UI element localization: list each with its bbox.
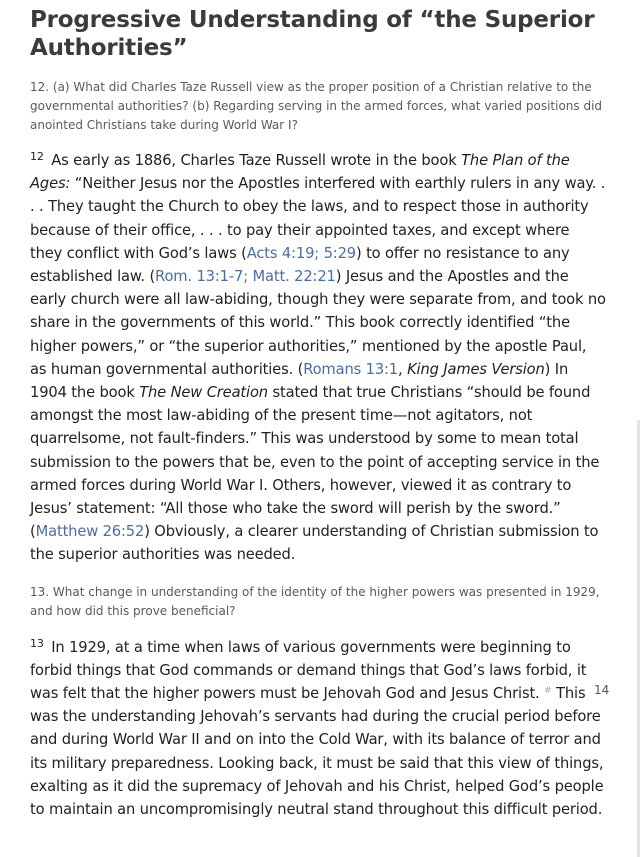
paragraph-text: ) Jesus and the Apostles and the early church were all law-abiding, though they were separate from, and took no share in the governments of this world.” This book correctly identified “the higher powers,” or “the superior authorities,” mentioned by the apostle Paul, as human governmental authorities. ( [30,268,606,378]
scripture-link-matthew[interactable]: Matthew 26:52 [35,523,145,541]
paragraph-text: , [398,360,408,378]
article [30,6,606,821]
paragraph-12 [30,149,606,567]
scripture-link-romans[interactable]: Romans 13:1 [303,360,399,378]
paragraph-text: This was the understanding Jehovah’s servants had during the crucial period before and during World War II and on into the Cold War, with its balance of terror and its military preparedness. Looking back, it must be said that this view of things, exalting as it did the supremacy of Jehovah and his Christ, helped God’s people to maintain an uncompromisingly neutral stand throughout this difficult period. [30,685,604,819]
scripture-link-acts[interactable]: Acts 4:19; 5:29 [246,244,356,262]
study-question-13: 13. What change in understanding of the identity of the higher powers was presented in 1929, and how did this prove beneficial? [30,584,600,618]
paragraph-text: “Neither Jesus nor the Apostles interfered with earthly rulers in any way. . . . They taught the Church to obey the laws, and to respect those in authority because of their office, . . . to pay their appointed taxes, and except where they conflict with God’s laws ( [30,175,606,262]
paragraph-text: ) Obviously, a clearer understanding of Christian submission to the superior authorities was needed. [30,523,599,564]
paragraph-number: 13 [30,636,44,650]
footnote-marker[interactable]: # [544,686,552,697]
paragraph-number: 12 [30,150,44,163]
paragraph-text: As early as 1886, Charles Taze Russell wrote in the book [46,152,462,169]
paragraph-text: ) In 1904 the book [30,360,569,402]
paragraph-text: In 1929, at a time when laws of various governments were beginning to forbid things that God commands or demand things that God’s laws forbid, it was felt that the higher powers must be Jehovah God and Jesus Christ. [30,638,587,703]
paragraph-text: stated that true Christians “should be found amongst the most law-abiding of the present time—not agitators, not quarrelsome, not fault-finders.” This was understood by some to mean total submission to the powers that be, even to the point of accepting service in the armed forces during World War I. Others, however, viewed it as contrary to Jesus’ statement: “All those who take the sword will perish by the sword.” ( [30,384,600,541]
next-paragraph-number: 14 [594,683,610,697]
page-title: Progressive Understanding of “the Superior Authorities” [30,7,595,61]
scripture-link-romans-matthew[interactable]: Rom. 13:1-7; Matt. 22:21 [155,268,336,286]
bible-version: King James Version [407,360,545,378]
paragraph-text: ) to offer no resistance to any established law. ( [30,244,570,286]
book-title: The New Creation [139,384,268,402]
study-question-12: 12. (a) What did Charles Taze Russell view as the proper position of a Christian relative to the governmental authorities? (b) Regarding serving in the armed forces, what varied positions did anointed Christians take during World War I? [30,80,603,132]
book-title: The Plan of the Ages: [30,152,570,193]
paragraph-13 [30,636,606,822]
